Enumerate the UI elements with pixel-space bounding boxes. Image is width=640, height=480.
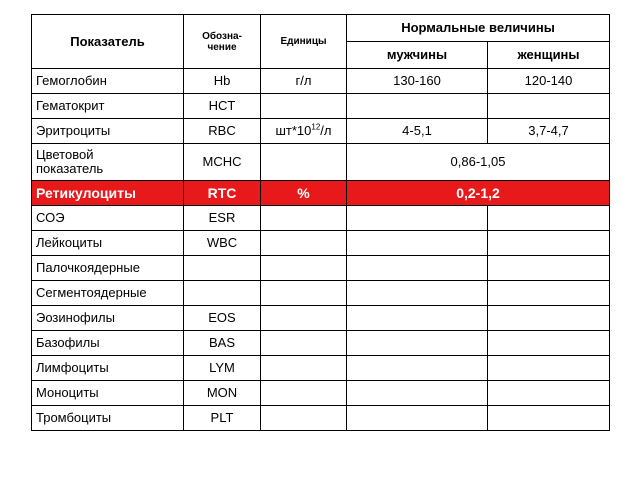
table-row <box>32 331 610 356</box>
table-row-highlighted <box>32 181 610 206</box>
row-code: RTC <box>184 181 261 206</box>
lab-values-table <box>31 14 610 431</box>
row-name: Ретикулоциты <box>32 181 184 206</box>
row-women <box>488 406 610 431</box>
row-women <box>488 231 610 256</box>
row-unit <box>261 406 347 431</box>
header-men: мужчины <box>347 42 488 69</box>
table-row <box>32 281 610 306</box>
row-men <box>347 331 488 356</box>
row-name: Тромбоциты <box>32 406 184 431</box>
row-women <box>488 256 610 281</box>
table-row <box>32 381 610 406</box>
row-code: ESR <box>184 206 261 231</box>
row-women <box>488 331 610 356</box>
table-row <box>32 94 610 119</box>
row-unit: $шт*10^{12}/л$ <box>261 119 347 144</box>
row-name: СОЭ <box>32 206 184 231</box>
row-men <box>347 256 488 281</box>
row-unit <box>261 144 347 181</box>
row-code: MCHC <box>184 144 261 181</box>
row-women <box>488 356 610 381</box>
row-name: Лимфоциты <box>32 356 184 381</box>
table-row <box>32 256 610 281</box>
table-row <box>32 406 610 431</box>
row-code: MON <box>184 381 261 406</box>
row-name: Палочкоядерные <box>32 256 184 281</box>
table-row <box>32 356 610 381</box>
row-women <box>488 281 610 306</box>
row-women <box>488 94 610 119</box>
row-unit <box>261 381 347 406</box>
row-name: Лейкоциты <box>32 231 184 256</box>
row-normal-both: 0,86-1,05 <box>347 144 610 181</box>
table-row <box>32 306 610 331</box>
row-code: BAS <box>184 331 261 356</box>
row-code: PLT <box>184 406 261 431</box>
header-women: женщины <box>488 42 610 69</box>
row-men <box>347 356 488 381</box>
row-normal-both: 0,2-1,2 <box>347 181 610 206</box>
header-units: Единицы <box>261 15 347 69</box>
row-unit <box>261 356 347 381</box>
row-name: Гемоглобин <box>32 69 184 94</box>
row-unit <box>261 331 347 356</box>
row-men <box>347 306 488 331</box>
row-men <box>347 406 488 431</box>
row-women <box>488 206 610 231</box>
row-code <box>184 281 261 306</box>
table-row <box>32 119 610 144</box>
row-code: WBC <box>184 231 261 256</box>
row-code: RBC <box>184 119 261 144</box>
row-unit: г/л <box>261 69 347 94</box>
row-name: Эозинофилы <box>32 306 184 331</box>
table-row <box>32 69 610 94</box>
row-women: 3,7-4,7 <box>488 119 610 144</box>
header-indicator: Показатель <box>32 15 184 69</box>
header-designation: Обозна- чение <box>184 15 261 69</box>
row-women <box>488 306 610 331</box>
row-men: 130-160 <box>347 69 488 94</box>
row-women: 120-140 <box>488 69 610 94</box>
row-unit <box>261 206 347 231</box>
table-row <box>32 144 610 181</box>
row-unit: % <box>261 181 347 206</box>
row-name: Эритроциты <box>32 119 184 144</box>
row-code: LYM <box>184 356 261 381</box>
row-unit <box>261 256 347 281</box>
row-men <box>347 206 488 231</box>
header-row-top <box>32 15 610 42</box>
row-men <box>347 231 488 256</box>
row-unit <box>261 306 347 331</box>
row-men <box>347 281 488 306</box>
row-name: Базофилы <box>32 331 184 356</box>
row-name: Моноциты <box>32 381 184 406</box>
row-unit <box>261 281 347 306</box>
row-women <box>488 381 610 406</box>
row-men <box>347 381 488 406</box>
row-code: HCT <box>184 94 261 119</box>
row-code: Hb <box>184 69 261 94</box>
header-normal-values: Нормальные величины <box>347 15 610 42</box>
table-row <box>32 206 610 231</box>
row-name: Сегментоядерные <box>32 281 184 306</box>
row-code: EOS <box>184 306 261 331</box>
table-row <box>32 231 610 256</box>
row-name: Цветовой показатель <box>32 144 184 181</box>
row-name: Гематокрит <box>32 94 184 119</box>
row-men: 4-5,1 <box>347 119 488 144</box>
row-unit <box>261 231 347 256</box>
row-unit <box>261 94 347 119</box>
row-men <box>347 94 488 119</box>
row-code <box>184 256 261 281</box>
